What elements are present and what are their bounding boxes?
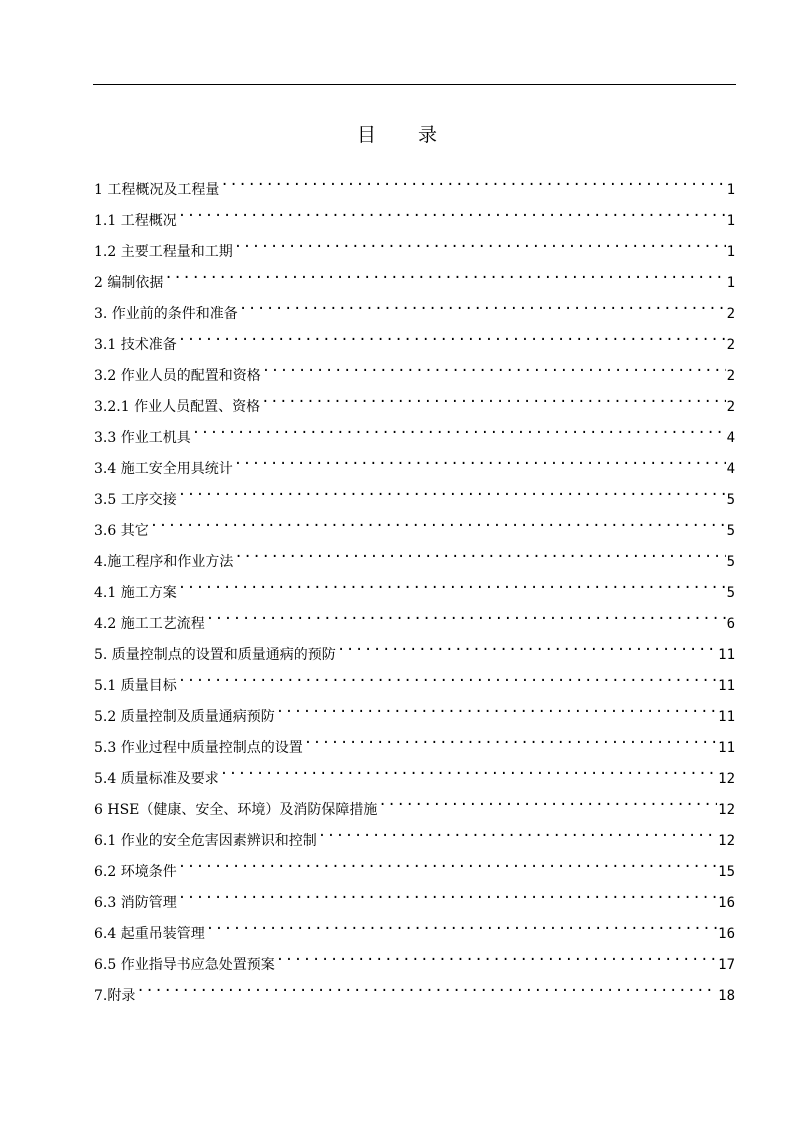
toc-dot-leader xyxy=(220,168,725,194)
toc-dot-leader xyxy=(261,385,725,411)
toc-entry-label: 5.3 作业过程中质量控制点的设置 xyxy=(94,740,303,756)
toc-entry[interactable] xyxy=(94,509,735,540)
toc-entry[interactable] xyxy=(94,974,735,1005)
toc-dot-leader xyxy=(276,943,717,969)
toc-entry-page-number: 15 xyxy=(718,864,735,880)
toc-dot-leader xyxy=(178,323,726,349)
toc-entry[interactable] xyxy=(94,416,735,447)
header-rule xyxy=(93,84,736,85)
toc-entry-label: 1.2 主要工程量和工期 xyxy=(94,244,233,260)
toc-dot-leader xyxy=(234,447,726,473)
toc-entry-label: 3.1 技术准备 xyxy=(94,337,177,353)
toc-entry[interactable] xyxy=(94,540,735,571)
toc-entry-page-number: 4 xyxy=(726,430,735,446)
toc-entry[interactable] xyxy=(94,788,735,819)
toc-entry-label: 3.5 工序交接 xyxy=(94,492,177,508)
toc-entry-label: 1.1 工程概况 xyxy=(94,213,177,229)
toc-entry-page-number: 5 xyxy=(726,492,735,508)
toc-entry-page-number: 16 xyxy=(718,895,735,911)
toc-entry-label: 4.2 施工工艺流程 xyxy=(94,616,205,632)
toc-entry-page-number: 4 xyxy=(726,461,735,477)
toc-entry-page-number: 17 xyxy=(718,957,735,973)
toc-entry-page-number: 6 xyxy=(726,616,735,632)
toc-entry-page-number: 5 xyxy=(726,585,735,601)
toc-entry[interactable] xyxy=(94,292,735,323)
toc-dot-leader xyxy=(136,974,717,1000)
toc-entry-page-number: 5 xyxy=(726,554,735,570)
toc-dot-leader xyxy=(239,292,726,318)
toc-entry[interactable] xyxy=(94,354,735,385)
toc-entry-page-number: 11 xyxy=(718,647,735,663)
toc-entry-label: 4.1 施工方案 xyxy=(94,585,177,601)
toc-dot-leader xyxy=(262,354,726,380)
toc-entry[interactable] xyxy=(94,850,735,881)
toc-entry[interactable] xyxy=(94,602,735,633)
toc-entry[interactable] xyxy=(94,726,735,757)
toc-entry-page-number: 11 xyxy=(718,740,735,756)
toc-entry[interactable] xyxy=(94,664,735,695)
toc-dot-leader xyxy=(276,695,717,721)
toc-entry[interactable] xyxy=(94,633,735,664)
toc-dot-leader xyxy=(178,850,717,876)
toc-dot-leader xyxy=(206,912,717,938)
toc-entry-page-number: 11 xyxy=(718,678,735,694)
toc-entry-label: 3.4 施工安全用具统计 xyxy=(94,461,233,477)
toc-dot-leader xyxy=(178,199,726,225)
toc-dot-leader xyxy=(304,726,717,752)
toc-dot-leader xyxy=(178,881,717,907)
toc-entry[interactable] xyxy=(94,199,735,230)
toc-entry-label: 5.1 质量目标 xyxy=(94,678,177,694)
toc-entry-page-number: 5 xyxy=(726,523,735,539)
toc-entry[interactable] xyxy=(94,819,735,850)
toc-entry[interactable] xyxy=(94,230,735,261)
toc-entry[interactable] xyxy=(94,261,735,292)
toc-entry-page-number: 2 xyxy=(726,337,735,353)
toc-entry-page-number: 2 xyxy=(726,306,735,322)
toc-entry-page-number: 16 xyxy=(718,926,735,942)
toc-entry-label: 5.4 质量标准及要求 xyxy=(94,771,219,787)
toc-entry-page-number: 12 xyxy=(718,771,735,787)
toc-entry-label: 3.2 作业人员的配置和资格 xyxy=(94,368,261,384)
toc-entry-label: 5.2 质量控制及质量通病预防 xyxy=(94,709,275,725)
toc-dot-leader xyxy=(178,478,726,504)
toc-entry-page-number: 18 xyxy=(718,988,735,1004)
toc-dot-leader xyxy=(234,540,725,566)
toc-entry-page-number: 11 xyxy=(718,709,735,725)
toc-entry[interactable] xyxy=(94,757,735,788)
toc-dot-leader xyxy=(378,788,717,814)
toc-entry[interactable] xyxy=(94,478,735,509)
toc-dot-leader xyxy=(220,757,717,783)
toc-entry-label: 6.2 环境条件 xyxy=(94,864,177,880)
toc-entry-label: 6 HSE（健康、安全、环境）及消防保障措施 xyxy=(94,802,378,818)
toc-dot-leader xyxy=(192,416,726,442)
toc-entry[interactable] xyxy=(94,912,735,943)
toc-entry[interactable] xyxy=(94,571,735,602)
toc-entry-label: 5. 质量控制点的设置和质量通病的预防 xyxy=(94,647,336,663)
toc-entry[interactable] xyxy=(94,447,735,478)
toc-entry-label: 4.施工程序和作业方法 xyxy=(94,554,234,570)
toc-entry-page-number: 12 xyxy=(718,802,735,818)
toc-entry-label: 6.5 作业指导书应急处置预案 xyxy=(94,957,275,973)
toc-entry-label: 6.1 作业的安全危害因素辨识和控制 xyxy=(94,833,317,849)
toc-entry-page-number: 2 xyxy=(726,368,735,384)
toc-entry-page-number: 1 xyxy=(726,213,735,229)
toc-dot-leader xyxy=(234,230,726,256)
toc-entry-label: 3. 作业前的条件和准备 xyxy=(94,306,238,322)
toc-entry-label: 3.6 其它 xyxy=(94,523,149,539)
toc-entry[interactable] xyxy=(94,881,735,912)
toc-dot-leader xyxy=(178,664,717,690)
toc-entry[interactable] xyxy=(94,385,735,416)
toc-entry[interactable] xyxy=(94,168,735,199)
toc-entry-label: 6.4 起重吊装管理 xyxy=(94,926,205,942)
toc-entry-page-number: 12 xyxy=(718,833,735,849)
toc-entry-page-number: 1 xyxy=(726,244,735,260)
toc-entry[interactable] xyxy=(94,323,735,354)
toc-dot-leader xyxy=(206,602,726,628)
toc-dot-leader xyxy=(178,571,726,597)
table-of-contents xyxy=(94,168,735,1005)
toc-dot-leader xyxy=(318,819,717,845)
toc-entry-page-number: 1 xyxy=(726,275,735,291)
toc-dot-leader xyxy=(150,509,726,535)
toc-entry-label: 3.2.1 作业人员配置、资格 xyxy=(94,399,261,415)
toc-entry-label: 3.3 作业工机具 xyxy=(94,430,191,446)
toc-entry-page-number: 1 xyxy=(726,182,735,198)
toc-dot-leader xyxy=(164,261,725,287)
toc-entry-label: 7.附录 xyxy=(94,988,136,1004)
toc-entry-page-number: 2 xyxy=(726,399,735,415)
toc-entry-label: 6.3 消防管理 xyxy=(94,895,177,911)
toc-dot-leader xyxy=(337,633,717,659)
toc-entry[interactable] xyxy=(94,943,735,974)
toc-entry-label: 1 工程概况及工程量 xyxy=(94,182,220,198)
toc-title: 目 录 xyxy=(356,124,456,146)
toc-entry[interactable] xyxy=(94,695,735,726)
toc-entry-label: 2 编制依据 xyxy=(94,275,164,291)
